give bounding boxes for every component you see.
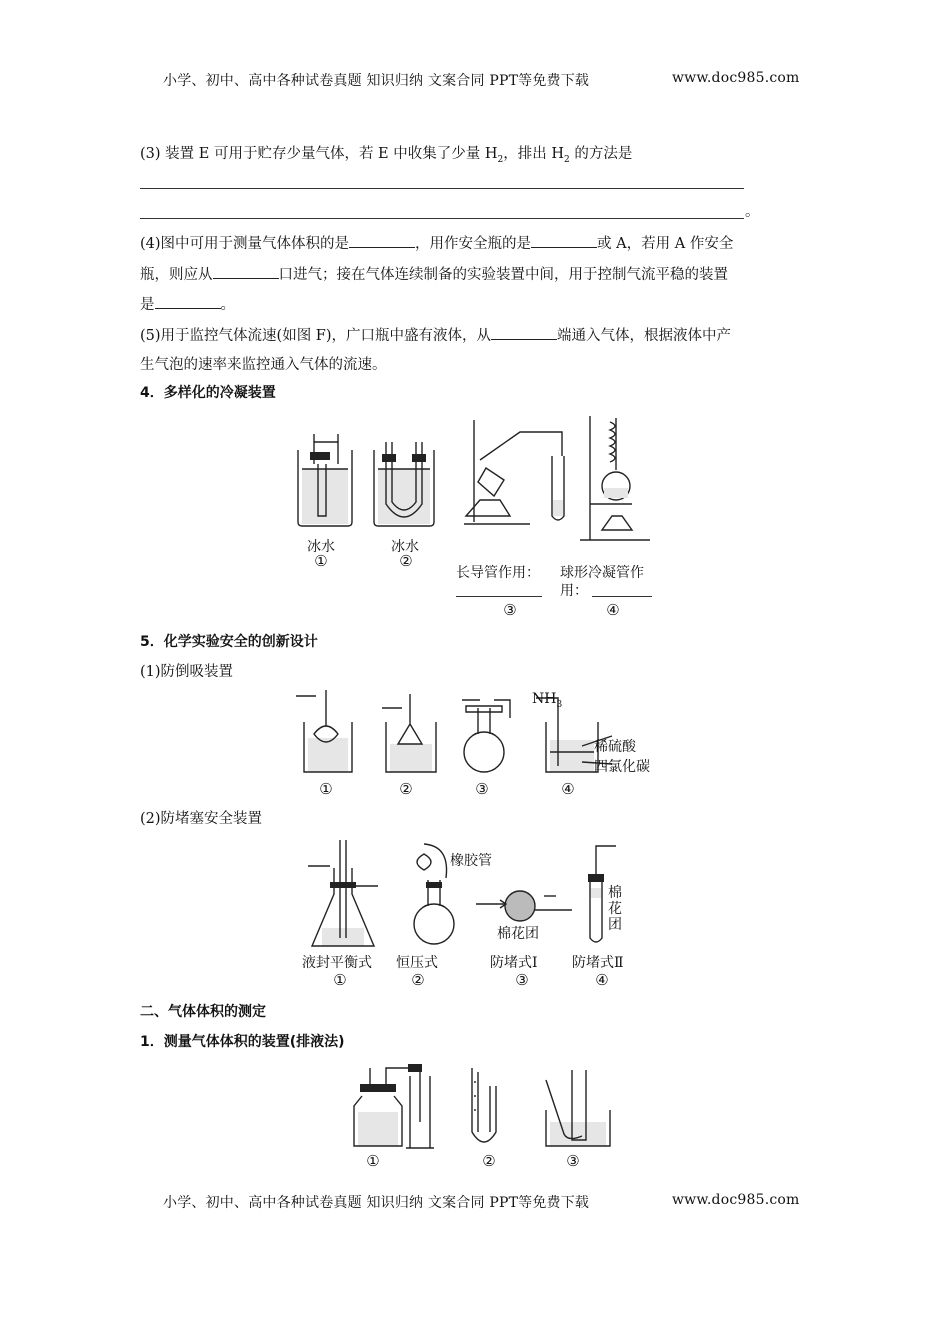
blank: [213, 264, 279, 279]
q5-line2: 生气泡的速率来监控通入气体的流速。: [140, 357, 387, 373]
answer-line: [140, 218, 744, 219]
label-block-2: 恒压式: [396, 955, 438, 971]
q3-sub2: 2: [564, 154, 570, 165]
header-text: 小学、初中、高中各种试卷真题 知识归纳 文案合同 PPT等免费下载: [163, 73, 590, 89]
rubber-tube-label: 橡胶管: [450, 853, 492, 869]
part2-title: 二、气体体积的测定: [140, 1004, 266, 1020]
q4-l1b: ，用作安全瓶的是: [415, 236, 532, 252]
nh3-label: [532, 691, 562, 710]
fig-num: ③: [503, 601, 517, 619]
fig-condense-3: [464, 420, 564, 524]
fig-num: ④: [595, 971, 609, 989]
q3-part2: ，排出 H: [503, 146, 565, 162]
caption-4b: 用：: [560, 583, 588, 599]
blank: [531, 233, 597, 248]
fig-num: ③: [566, 1152, 580, 1170]
fig-block-2: [414, 844, 454, 944]
gas-volume-figures: [350, 1062, 620, 1152]
q4-line1: [140, 233, 733, 254]
fig-condense-1: [298, 434, 352, 526]
q4-l1c: 或 A，若用 A 作安全: [597, 236, 734, 252]
q3-period: 。: [745, 204, 760, 220]
fig-num: ③: [515, 971, 529, 989]
label-ice-water-2: 冰水: [391, 539, 419, 555]
caption-3: 长导管作用：: [456, 565, 540, 581]
fig-num: ②: [399, 552, 413, 570]
blank: [491, 325, 557, 340]
section-4-title: 4．多样化的冷凝装置: [140, 385, 276, 401]
fig-num: ①: [314, 552, 328, 570]
q4-line2: [140, 264, 728, 285]
cotton-label: 棉花团: [497, 926, 539, 942]
q4-l2b: 口进气；接在气体连续制备的实验装置中间，用于控制气流平稳的装置: [278, 267, 728, 283]
label-block-3: 防堵式Ⅰ: [490, 955, 538, 971]
q3-part1: (3) 装置 E 可用于贮存少量气体，若 E 中收集了少量 H: [140, 146, 498, 162]
label-ice-water-1: 冰水: [307, 539, 335, 555]
q3-text: [140, 144, 632, 170]
fig-num: ①: [333, 971, 347, 989]
q4-line3: [140, 294, 235, 315]
blank: [349, 233, 415, 248]
fig-num: ②: [399, 780, 413, 798]
blank: [155, 294, 221, 309]
cotton-v2: 花: [608, 901, 622, 917]
q5-l1b: 端通入气体，根据液体中产: [557, 328, 732, 344]
fig-num: ②: [482, 1152, 496, 1170]
fig-num: ③: [475, 780, 489, 798]
fig-vol-2: [472, 1068, 496, 1142]
q3-sub1: 2: [497, 154, 504, 165]
q5-l1a: (5)用于监控气体流速(如图 F)，广口瓶中盛有液体，从: [140, 328, 492, 344]
q4-l2a: 瓶，则应从: [140, 267, 213, 283]
part2-sub1: 1．测量气体体积的装置(排液法): [140, 1034, 345, 1050]
nh3-text: NH: [532, 691, 557, 707]
label-block-1: 液封平衡式: [302, 955, 372, 971]
acid-label: 稀硫酸: [594, 739, 636, 755]
q3-part3: 的方法是: [569, 146, 633, 162]
answer-line: [140, 188, 744, 189]
ccl4-label: 四氯化碳: [594, 759, 650, 775]
caption-4a: 球形冷凝管作: [560, 565, 644, 581]
fig-num: ①: [366, 1152, 380, 1170]
footer-text: 小学、初中、高中各种试卷真题 知识归纳 文案合同 PPT等免费下载: [163, 1195, 590, 1211]
footer-url[interactable]: www.doc985.com: [672, 1192, 800, 1208]
answer-line: [592, 596, 652, 597]
q4-l1a: (4)图中可用于测量气体体积的是: [140, 236, 350, 252]
fig-suck-3: [462, 700, 510, 772]
cotton-v3: 团: [608, 917, 622, 933]
q4-l3b: 。: [220, 297, 235, 313]
fig-num: ④: [561, 780, 575, 798]
fig-num: ②: [411, 971, 425, 989]
subsection-1: (1)防倒吸装置: [140, 664, 234, 680]
q4-l3a: 是: [140, 297, 155, 313]
fig-vol-1: [354, 1064, 434, 1148]
fig-num: ④: [606, 601, 620, 619]
cotton-v1: 棉: [608, 885, 622, 901]
fig-condense-4: [580, 416, 650, 540]
fig-block-1: [308, 840, 378, 946]
fig-block-3: [476, 891, 572, 921]
nh3-sub: 3: [556, 699, 563, 710]
answer-line: [456, 596, 542, 597]
fig-suck-1: [296, 690, 352, 772]
q5-line1: [140, 325, 731, 346]
fig-condense-2: [374, 442, 434, 526]
fig-vol-3: [546, 1070, 610, 1146]
condenser-figures: [290, 412, 670, 544]
header-url[interactable]: www.doc985.com: [672, 70, 800, 86]
section-5-title: 5．化学实验安全的创新设计: [140, 634, 318, 650]
label-block-4: 防堵式Ⅱ: [572, 955, 624, 971]
subsection-2: (2)防堵塞安全装置: [140, 811, 263, 827]
fig-suck-2: [382, 694, 436, 772]
fig-num: ①: [319, 780, 333, 798]
